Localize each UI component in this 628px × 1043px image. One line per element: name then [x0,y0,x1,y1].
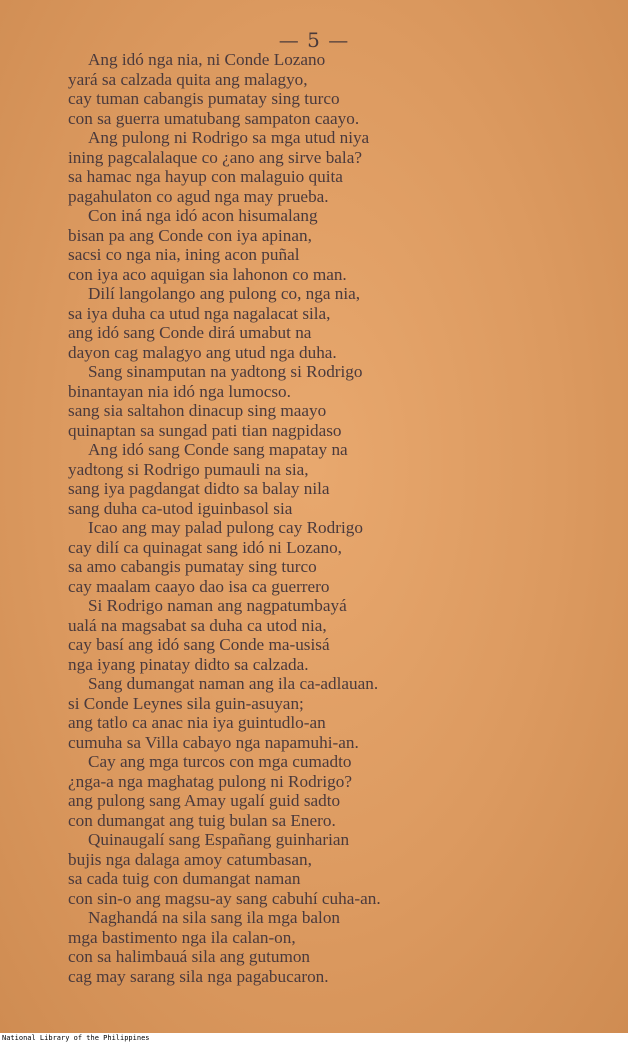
text-line: con sin-o ang magsu-ay sang cabuhí cuha-an. [68,888,381,908]
text-line: con sa halimbauá sila ang gutumon [68,947,311,966]
poem-text-block [68,50,538,986]
text-line: con sa guerra umatubang sampaton caayo. [68,108,360,128]
text-line: sa iya duha ca utud nga nagalacat sila, [68,303,331,323]
text-line: Cay ang mga turcos con mga cumadto [88,752,352,771]
text-line: ualá na magsabat sa duha ca utod nia, [68,615,327,635]
text-line: Ang pulong ni Rodrigo sa mga utud niya [88,128,370,147]
text-line: ining pagcalalaque co ¿ano ang sirve bala? [68,147,362,167]
text-line: sa cada tuig con dumangat naman [68,869,301,888]
text-line: yadtong si Rodrigo pumauli na sia, [68,459,309,479]
text-line: sang duha ca-utod iguinbasol sia [68,498,293,518]
text-line: Sang dumangat naman ang ila ca-adlauan. [88,674,379,693]
text-line: Dilí langolango ang pulong co, nga nia, [88,284,361,303]
text-line: sa hamac nga hayup con malaguio quita [68,167,343,186]
text-line: si Conde Leynes sila guin-asuyan; [68,693,304,713]
text-line: bisan pa ang Conde con iya apinan, [68,225,312,245]
text-line: sang sia saltahon dinacup sing maayo [68,401,327,420]
text-line: cay dilí ca quinagat sang idó ni Lozano, [68,537,342,557]
text-line: sacsi co nga nia, ining acon puñal [68,245,300,264]
text-line: cay basí ang idó sang Conde ma-usisá [68,635,330,654]
text-line: cay maalam caayo dao isa ca guerrero [68,576,330,596]
text-line: con dumangat ang tuig bulan sa Enero. [68,810,336,830]
text-line: Con iná nga idó acon hisumalang [88,206,318,225]
text-line: Sang sinamputan na yadtong si Rodrigo [88,362,363,381]
text-line: dayon cag malagyo ang utud nga duha. [68,342,337,362]
text-line: nga iyang pinatay didto sa calzada. [68,654,309,674]
text-line: ang idó sang Conde dirá umabut na [68,323,312,342]
text-line: Icao ang may palad pulong cay Rodrigo [88,518,363,537]
text-line: binantayan nia idó nga lumocso. [68,381,291,401]
text-line: Si Rodrigo naman ang nagpatumbayá [88,596,347,615]
page-number: — 5 — [278,28,350,52]
text-line: Ang idó nga nia, ni Conde Lozano [88,50,326,69]
text-line: quinaptan sa sungad pati tian nagpidaso [68,420,342,440]
text-line: Quinaugalí sang Españang guinharian [88,830,350,849]
text-line: bujis nga dalaga amoy catumbasan, [68,849,312,869]
text-line: cumuha sa Villa cabayo nga napamuhi-an. [68,732,359,752]
text-line: Ang idó sang Conde sang mapatay na [88,440,348,459]
text-line: ¿nga-a nga maghatag pulong ni Rodrigo? [68,771,352,791]
text-line: mga bastimento nga ila calan-on, [68,927,296,947]
text-line: sa amo cabangis pumatay sing turco [68,557,317,576]
text-line: con iya aco aquigan sia lahonon co man. [68,264,347,284]
text-line: sang iya pagdangat didto sa balay nila [68,479,330,498]
text-line: ang tatlo ca anac nia iya guintudlo-an [68,713,326,732]
footer-bar [0,1034,628,1043]
text-line: cag may sarang sila nga pagabucaron. [68,966,329,986]
text-line: ang pulong sang Amay ugalí guid sadto [68,791,341,810]
text-line: yará sa calzada quita ang malagyo, [68,69,308,89]
text-line: cay tuman cabangis pumatay sing turco [68,89,340,108]
text-line: pagahulaton co agud nga may prueba. [68,186,329,206]
text-line: Naghandá na sila sang ila mga balon [88,908,341,927]
library-credit: National Library of the Philippines [2,1034,150,1042]
